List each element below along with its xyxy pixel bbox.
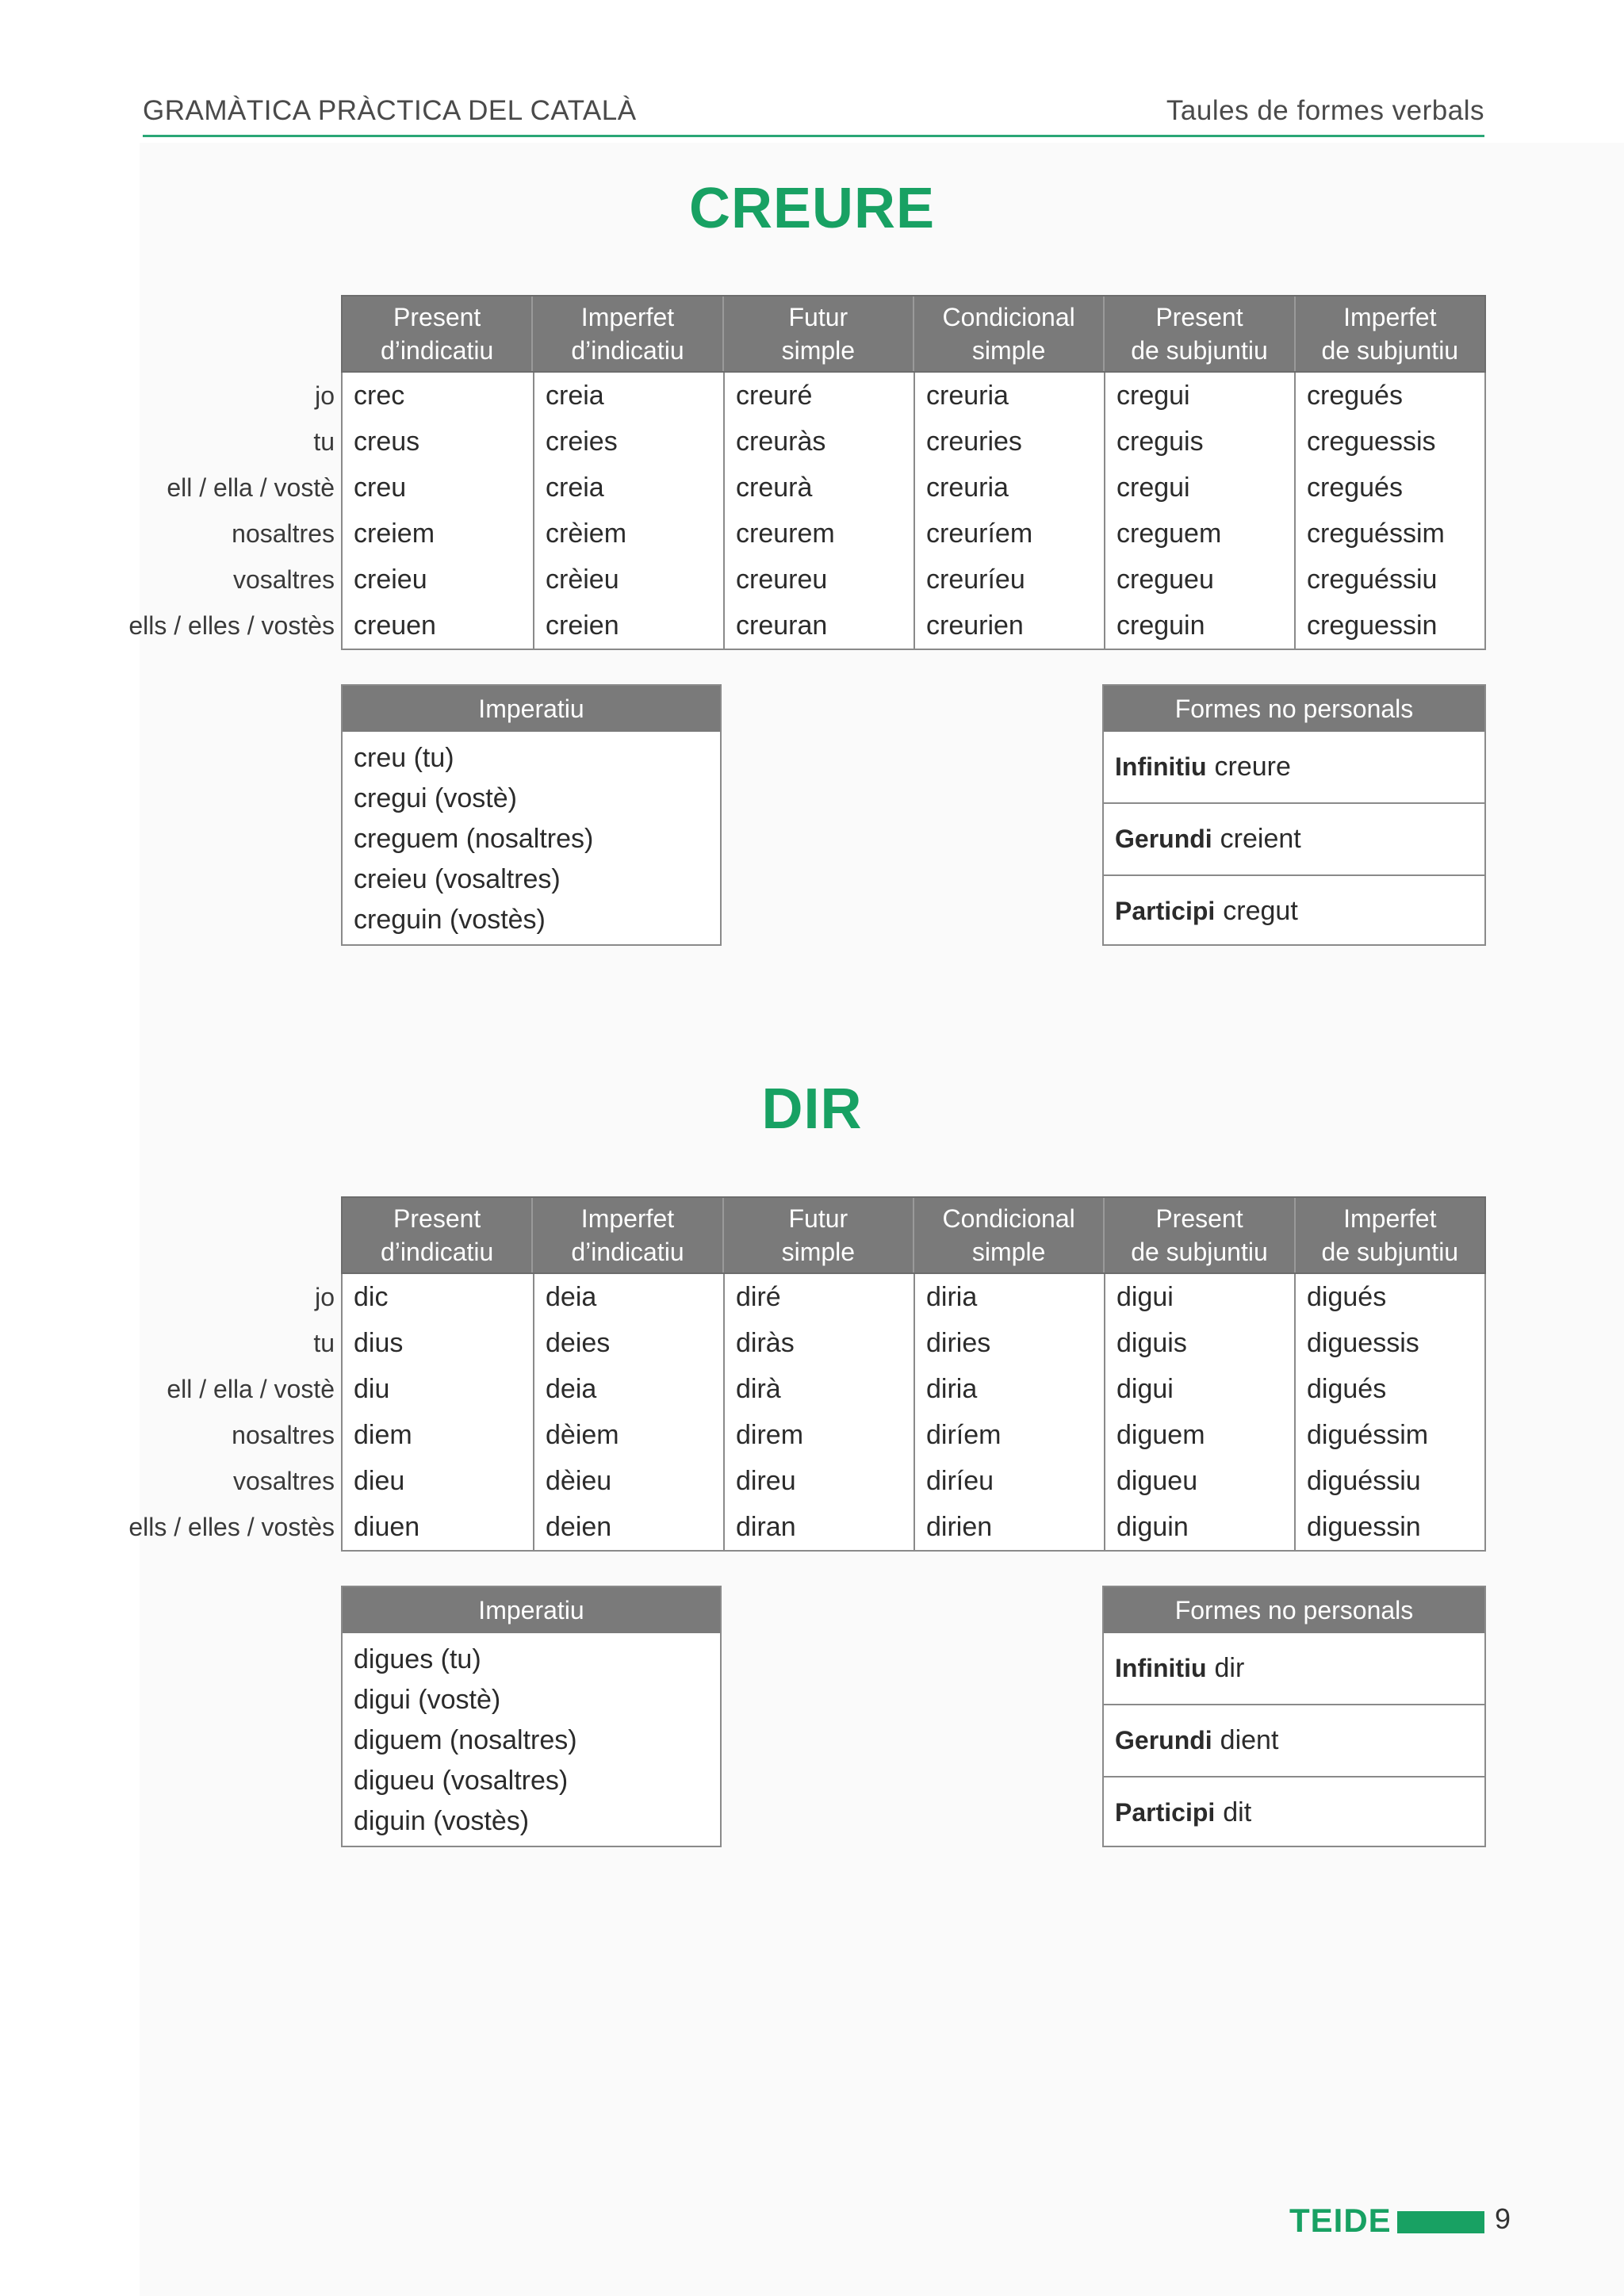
column-header: Present d’indicatiu	[381, 1204, 494, 1266]
person-label: ell / ella / vostè	[167, 473, 335, 502]
book-title: GRAMÀTICA PRÀCTICA DEL CATALÀ	[143, 95, 637, 126]
fnp-label: Participi	[1115, 1798, 1216, 1827]
conjugated-form: diríem	[926, 1420, 1002, 1450]
conjugated-form: creus	[354, 427, 420, 457]
fnp-value: dir	[1214, 1653, 1245, 1683]
footer-accent-bar	[1397, 2211, 1484, 2233]
person-label: nosaltres	[232, 1421, 335, 1449]
tense-column	[343, 1274, 533, 1550]
conjugated-form: creureu	[736, 564, 828, 595]
conjugated-form: dirien	[926, 1512, 993, 1542]
imperatiu-item: creguem (nosaltres)	[354, 824, 594, 854]
conjugated-form: creuries	[926, 427, 1022, 457]
conjugated-form: crec	[354, 381, 405, 411]
section-title: Taules de formes verbals	[1166, 95, 1484, 126]
imperatiu-item: cregui (vostè)	[354, 783, 517, 813]
formes-no-personals-box	[1102, 1586, 1486, 1847]
column-header: Present de subjuntiu	[1103, 1198, 1293, 1272]
conjugated-form: creurà	[736, 473, 813, 503]
conjugated-form: dius	[354, 1328, 404, 1358]
conjugated-form: cregueu	[1116, 564, 1214, 595]
conjugated-form: direu	[736, 1466, 796, 1496]
person-label: jo	[315, 1283, 335, 1311]
column-header: Imperfet d’indicatiu	[531, 1198, 722, 1272]
person-label: jo	[315, 381, 335, 410]
tense-column	[1294, 373, 1486, 649]
person-label: tu	[313, 1329, 335, 1357]
fnp-row-infinitiu	[1104, 1633, 1484, 1704]
conjugation-header-row	[341, 295, 1486, 373]
column-header: Present de subjuntiu	[1103, 297, 1293, 371]
imperatiu-item: creu (tu)	[354, 743, 454, 773]
conjugated-form: creguin	[1116, 610, 1205, 641]
conjugated-form: direm	[736, 1420, 804, 1450]
column-header: Present d’indicatiu	[381, 303, 494, 365]
conjugated-form: diem	[354, 1420, 412, 1450]
person-label: nosaltres	[232, 519, 335, 548]
person-label: ells / elles / vostès	[128, 1513, 335, 1541]
publisher-logo: TEIDE	[1289, 2202, 1392, 2239]
conjugated-form: creia	[546, 473, 604, 503]
conjugated-form: dieu	[354, 1466, 405, 1496]
person-label: ell / ella / vostè	[167, 1375, 335, 1403]
imperatiu-box	[341, 1586, 722, 1847]
person-label: vosaltres	[232, 1467, 335, 1495]
tense-column	[533, 373, 725, 649]
conjugated-form: diguem	[1116, 1420, 1205, 1450]
conjugated-form: diria	[926, 1282, 978, 1312]
person-label: vosaltres	[232, 565, 335, 594]
column-header: Imperfet de subjuntiu	[1294, 297, 1484, 371]
conjugated-form: dèieu	[546, 1466, 612, 1496]
conjugated-form: diguéssim	[1307, 1420, 1429, 1450]
fnp-label: Infinitiu	[1115, 1654, 1207, 1682]
conjugated-form: diries	[926, 1328, 991, 1358]
imperatiu-list	[343, 732, 720, 940]
imperatiu-box	[341, 684, 722, 946]
fnp-label: Infinitiu	[1115, 752, 1207, 781]
conjugated-form: dèiem	[546, 1420, 619, 1450]
column-header: Condicional simple	[913, 297, 1103, 371]
conjugated-form: diguéssiu	[1307, 1466, 1421, 1496]
tense-column	[1294, 1274, 1486, 1550]
conjugated-form: diria	[926, 1374, 978, 1404]
column-header: Imperfet de subjuntiu	[1294, 1198, 1484, 1272]
tense-column	[723, 373, 915, 649]
conjugated-form: creuríeu	[926, 564, 1025, 595]
conjugated-form: deia	[546, 1282, 597, 1312]
conjugated-form: creuríem	[926, 519, 1033, 549]
conjugated-form: cregui	[1116, 473, 1190, 503]
tense-column	[914, 1274, 1105, 1550]
conjugated-form: diuen	[354, 1512, 420, 1542]
conjugated-form: creuràs	[736, 427, 826, 457]
imperatiu-item: digui (vostè)	[354, 1685, 501, 1715]
fnp-label: Gerundi	[1115, 825, 1212, 853]
conjugated-form: creuria	[926, 381, 1009, 411]
conjugated-form: creguéssim	[1307, 519, 1445, 549]
fnp-label: Gerundi	[1115, 1726, 1212, 1755]
formes-no-personals-heading: Formes no personals	[1104, 1587, 1484, 1633]
conjugated-form: digués	[1307, 1282, 1387, 1312]
imperatiu-item: diguem (nosaltres)	[354, 1725, 577, 1755]
imperatiu-item: creguin (vostès)	[354, 905, 546, 935]
conjugated-form: creuria	[926, 473, 1009, 503]
person-label: tu	[313, 427, 335, 456]
conjugated-form: creguessis	[1307, 427, 1436, 457]
fnp-row-infinitiu	[1104, 732, 1484, 802]
conjugated-form: crèiem	[546, 519, 627, 549]
formes-no-personals-box	[1102, 684, 1486, 946]
column-header: Imperfet d’indicatiu	[531, 297, 722, 371]
conjugated-form: digueu	[1116, 1466, 1198, 1496]
conjugated-form: diràs	[736, 1328, 795, 1358]
imperatiu-item: digueu (vosaltres)	[354, 1766, 569, 1796]
conjugated-form: creien	[546, 610, 619, 641]
conjugated-form: diran	[736, 1512, 796, 1542]
tense-column	[723, 1274, 915, 1550]
conjugated-form: creia	[546, 381, 604, 411]
column-header: Futur simple	[722, 297, 913, 371]
person-label: ells / elles / vostès	[128, 611, 335, 640]
tense-column	[533, 1274, 725, 1550]
fnp-value: cregut	[1223, 896, 1298, 926]
formes-no-personals-heading: Formes no personals	[1104, 686, 1484, 732]
conjugation-body	[341, 373, 1486, 650]
fnp-row-participi	[1104, 1776, 1484, 1848]
conjugated-form: cregui	[1116, 381, 1190, 411]
imperatiu-heading: Imperatiu	[343, 686, 720, 732]
imperatiu-item: creieu (vosaltres)	[354, 864, 561, 894]
conjugated-form: creurien	[926, 610, 1024, 641]
conjugated-form: creurem	[736, 519, 835, 549]
conjugation-table	[127, 295, 1488, 652]
fnp-row-gerundi	[1104, 802, 1484, 874]
tense-column	[1104, 373, 1296, 649]
conjugated-form: creuré	[736, 381, 813, 411]
conjugated-form: digui	[1116, 1374, 1174, 1404]
running-header	[143, 94, 1484, 137]
conjugated-form: creu	[354, 473, 407, 503]
fnp-row-gerundi	[1104, 1704, 1484, 1776]
conjugated-form: diguis	[1116, 1328, 1187, 1358]
imperatiu-heading: Imperatiu	[343, 1587, 720, 1633]
conjugated-form: creguem	[1116, 519, 1222, 549]
imperatiu-list	[343, 1633, 720, 1842]
conjugated-form: deien	[546, 1512, 612, 1542]
conjugated-form: deia	[546, 1374, 597, 1404]
conjugated-form: cregués	[1307, 473, 1403, 503]
conjugation-table	[127, 1196, 1488, 1553]
conjugated-form: deies	[546, 1328, 611, 1358]
tense-column	[1104, 1274, 1296, 1550]
fnp-value: creure	[1214, 752, 1291, 782]
conjugated-form: creies	[546, 427, 618, 457]
conjugated-form: digués	[1307, 1374, 1387, 1404]
conjugation-header-row	[341, 1196, 1486, 1274]
fnp-row-participi	[1104, 874, 1484, 947]
conjugated-form: diré	[736, 1282, 781, 1312]
fnp-value: creient	[1220, 824, 1301, 854]
conjugated-form: diríeu	[926, 1466, 994, 1496]
conjugated-form: dic	[354, 1282, 389, 1312]
conjugated-form: creieu	[354, 564, 427, 595]
conjugated-form: creguéssiu	[1307, 564, 1438, 595]
conjugated-form: diguin	[1116, 1512, 1189, 1542]
fnp-value: dient	[1220, 1725, 1279, 1755]
conjugated-form: creuran	[736, 610, 828, 641]
conjugated-form: diu	[354, 1374, 390, 1404]
conjugated-form: creguessin	[1307, 610, 1438, 641]
conjugated-form: digui	[1116, 1282, 1174, 1312]
conjugation-body	[341, 1274, 1486, 1552]
column-header: Futur simple	[722, 1198, 913, 1272]
conjugated-form: creguis	[1116, 427, 1204, 457]
conjugated-form: diguessis	[1307, 1328, 1419, 1358]
fnp-value: dit	[1223, 1797, 1252, 1827]
verb-title: DIR	[761, 1077, 863, 1141]
fnp-label: Participi	[1115, 897, 1216, 925]
column-header: Condicional simple	[913, 1198, 1103, 1272]
imperatiu-item: diguin (vostès)	[354, 1806, 530, 1836]
imperatiu-item: digues (tu)	[354, 1644, 481, 1674]
conjugated-form: creiem	[354, 519, 435, 549]
page-number: 9	[1495, 2202, 1511, 2235]
conjugated-form: creuen	[354, 610, 436, 641]
tense-column	[343, 373, 533, 649]
conjugated-form: crèieu	[546, 564, 619, 595]
tense-column	[914, 373, 1105, 649]
verb-title: CREURE	[688, 177, 936, 240]
conjugated-form: cregués	[1307, 381, 1403, 411]
conjugated-form: diguessin	[1307, 1512, 1421, 1542]
conjugated-form: dirà	[736, 1374, 781, 1404]
